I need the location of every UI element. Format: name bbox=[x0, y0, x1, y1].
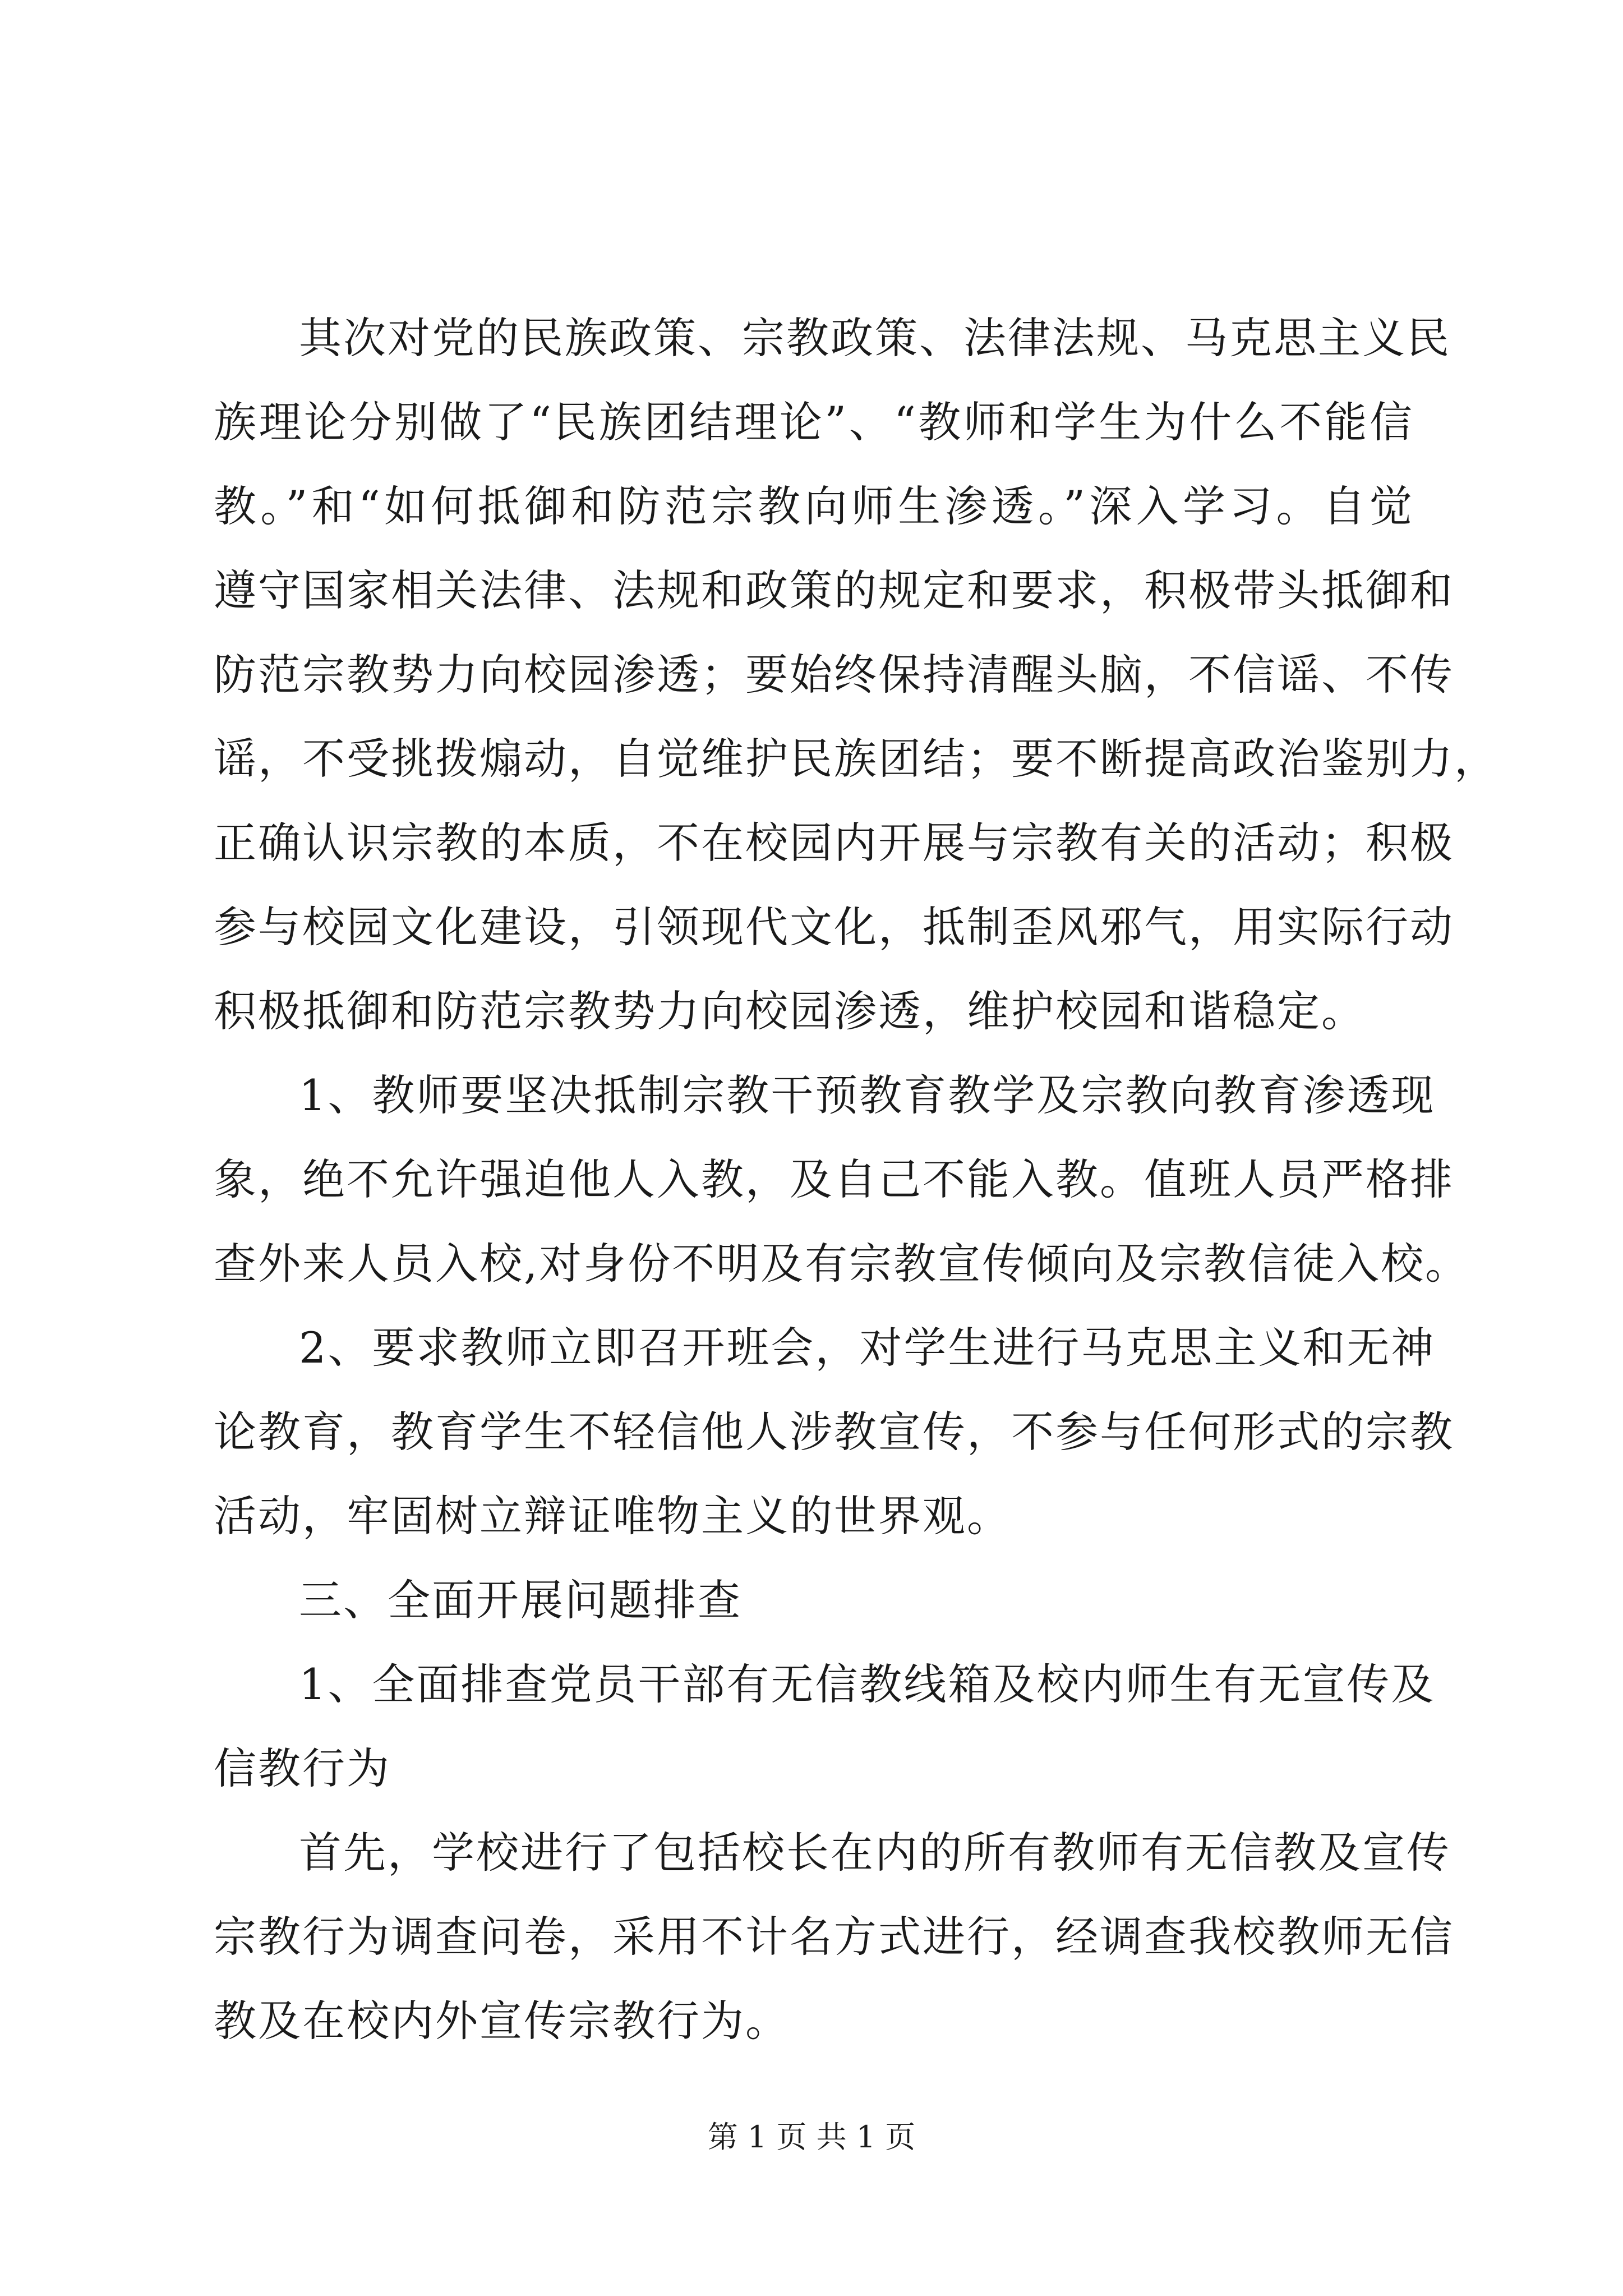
text-line: 宗教行为调查问卷，采用不计名方式进行，经调查我校教师无信 bbox=[214, 1912, 1454, 1962]
text-line: 首先，学校进行了包括校长在内的所有教师有无信教及宣传 bbox=[299, 1828, 1451, 1878]
text-line: 遵守国家相关法律、法规和政策的规定和要求，积极带头抵御和 bbox=[214, 565, 1454, 615]
text-line: 教。”和“如何抵御和防范宗教向师生渗透。”深入学习。自觉 bbox=[214, 481, 1414, 531]
text-line: 1、全面排查党员干部有无信教线箱及校内师生有无宣传及 bbox=[299, 1659, 1436, 1709]
section-heading: 三、全面开展问题排查 bbox=[299, 1575, 742, 1625]
text-line: 1、教师要坚决抵制宗教干预教育教学及宗教向教育渗透现 bbox=[299, 1070, 1436, 1120]
text-line: 正确认识宗教的本质，不在校园内开展与宗教有关的活动；积极 bbox=[214, 818, 1454, 868]
text-line: 活动，牢固树立辩证唯物主义的世界观。 bbox=[214, 1491, 1011, 1541]
page-number-footer: 第 1 页 共 1 页 bbox=[707, 2119, 916, 2155]
text-line: 查外来人员入校,对身份不明及有宗教宣传倾向及宗教信徒入校。 bbox=[214, 1239, 1470, 1289]
text-line: 谣，不受挑拨煽动，自觉维护民族团结；要不断提高政治鉴别力， bbox=[214, 734, 1498, 784]
text-line: 信教行为 bbox=[214, 1743, 391, 1793]
text-line: 论教育，教育学生不轻信他人涉教宣传，不参与任何形式的宗教 bbox=[214, 1407, 1454, 1457]
text-line: 象，绝不允许强迫他人入教，及自己不能入教。值班人员严格排 bbox=[214, 1154, 1454, 1204]
text-line: 族理论分别做了“民族团结理论”、“教师和学生为什么不能信 bbox=[214, 397, 1414, 447]
text-line: 防范宗教势力向校园渗透；要始终保持清醒头脑，不信谣、不传 bbox=[214, 650, 1454, 700]
text-line: 参与校园文化建设，引领现代文化，抵制歪风邪气，用实际行动 bbox=[214, 902, 1454, 952]
text-line: 其次对党的民族政策、宗教政策、法律法规、马克思主义民 bbox=[299, 313, 1451, 363]
text-line: 2、要求教师立即召开班会，对学生进行马克思主义和无神 bbox=[299, 1323, 1436, 1373]
document-body bbox=[214, 296, 1498, 2063]
text-line: 教及在校内外宣传宗教行为。 bbox=[214, 1996, 790, 2046]
text-line: 积极抵御和防范宗教势力向校园渗透，维护校园和谐稳定。 bbox=[214, 986, 1366, 1036]
